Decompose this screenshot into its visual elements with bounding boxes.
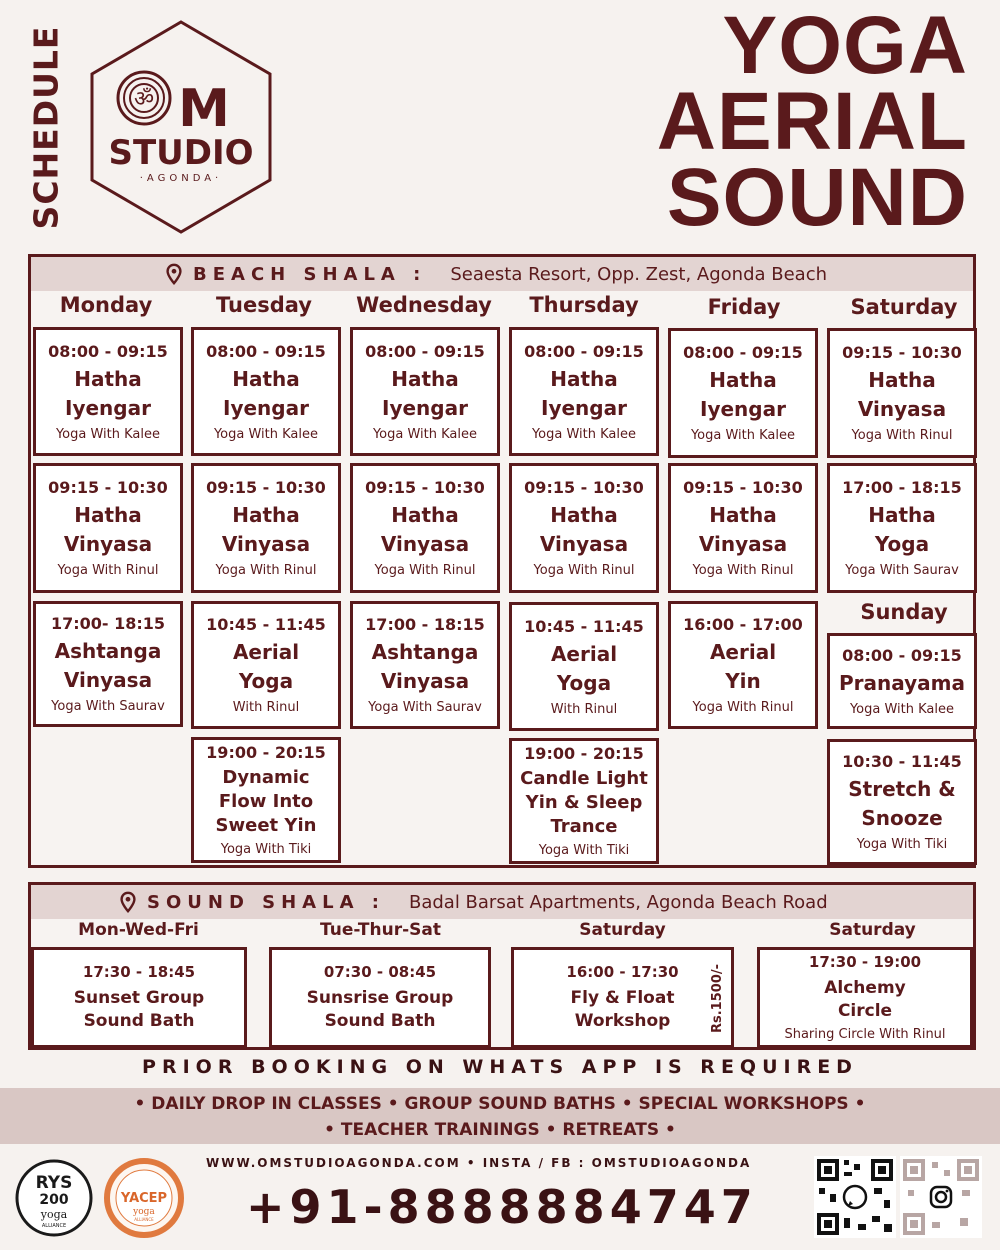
sound-card (31, 947, 247, 1048)
phone-number[interactable]: +91-8888884747 (246, 1180, 758, 1234)
class-time: 16:00 - 17:00 (683, 615, 803, 634)
class-time: 09:15 - 10:30 (842, 343, 962, 362)
class-name: Vinyasa (539, 532, 629, 556)
class-card (827, 633, 977, 729)
offerings-line: • DAILY DROP IN CLASSES • GROUP SOUND BATHS • SPECIAL WORKSHOPS • (134, 1094, 866, 1114)
sound-class: Sunsrise Group (306, 987, 454, 1008)
class-name: Hatha (550, 366, 618, 391)
class-name: Hatha (232, 366, 300, 391)
class-name: Vinyasa (63, 668, 153, 692)
sound-time: 17:30 - 19:00 (808, 953, 922, 971)
class-time: 09:15 - 10:30 (365, 478, 485, 497)
class-name: Hatha (709, 503, 777, 527)
sound-day: Saturday (579, 920, 666, 940)
rys-200-badge (14, 1158, 94, 1238)
class-card (191, 601, 341, 729)
class-name: Vinyasa (857, 397, 947, 421)
class-teacher: Yoga With Rinul (533, 563, 635, 578)
instagram-icon (931, 1187, 951, 1207)
class-teacher: Yoga With Kalee (372, 426, 478, 442)
title-line-aerial: AERIAL (656, 76, 968, 167)
class-name: Hatha (709, 368, 777, 392)
class-name: Hatha (550, 503, 618, 527)
class-card (509, 738, 659, 864)
class-teacher: Yoga With Rinul (692, 563, 794, 578)
class-time: 09:15 - 10:30 (683, 478, 803, 497)
class-teacher: Yoga With Kalee (55, 426, 161, 442)
logo-place: ·AGONDA· (139, 173, 223, 184)
class-time: 17:00 - 18:15 (365, 615, 485, 634)
om-symbol-icon (118, 72, 170, 124)
sound-time: 17:30 - 18:45 (82, 962, 196, 981)
class-card (191, 327, 341, 456)
logo-m: M (178, 79, 230, 139)
class-name: Vinyasa (698, 532, 788, 556)
class-teacher: Yoga With Rinul (692, 700, 794, 715)
class-time: 17:00 - 18:15 (842, 478, 962, 497)
class-name: Yoga (874, 532, 930, 556)
day-thursday: Thursday (529, 293, 639, 317)
footer (0, 1144, 1000, 1250)
class-teacher: Yoga With Rinul (851, 428, 953, 443)
class-teacher: Yoga With Saurav (845, 563, 959, 578)
class-card (668, 328, 818, 458)
class-name: Aerial (550, 641, 618, 666)
class-teacher: Yoga With Rinul (215, 563, 317, 578)
class-card (827, 463, 977, 593)
class-name: Aerial (232, 640, 300, 664)
beach-shala-section (28, 254, 976, 868)
class-name: Hatha (74, 366, 142, 391)
class-name: Snooze (861, 806, 943, 830)
instagram-qr-code[interactable] (900, 1156, 982, 1238)
schedule-text: SCHEDULE (26, 25, 66, 230)
beach-shala-label: BEACH SHALA : (193, 263, 427, 285)
class-name: Iyengar (223, 395, 309, 420)
class-time: 19:00 - 20:15 (524, 744, 644, 763)
class-name: Hatha (391, 366, 459, 391)
class-time: 08:00 - 09:15 (206, 341, 326, 361)
day-monday: Monday (59, 293, 153, 317)
class-card (668, 463, 818, 593)
class-teacher: Yoga With Rinul (374, 563, 476, 578)
class-time: 19:00 - 20:15 (206, 743, 326, 762)
badge-text: ALLIANCE (41, 1223, 67, 1229)
class-teacher: Yoga With Tiki (220, 842, 312, 857)
sound-class: Alchemy (824, 978, 906, 998)
whatsapp-qr-code[interactable] (814, 1156, 896, 1238)
day-friday: Friday (707, 295, 781, 319)
sound-shala-address: Badal Barsat Apartments, Agonda Beach Road (408, 891, 828, 913)
sound-shala-header (31, 885, 973, 919)
class-teacher: Yoga With Tiki (538, 843, 630, 858)
class-teacher: Yoga With Saurav (51, 699, 165, 714)
class-name: Candle Light (520, 768, 648, 789)
title-line-yoga: YOGA (722, 0, 968, 91)
class-name: Flow Into (218, 791, 314, 812)
offerings-band (0, 1088, 1000, 1144)
page-title (656, 0, 968, 243)
class-time: 08:00 - 09:15 (48, 341, 168, 361)
day-sunday: Sunday (860, 600, 948, 624)
class-card (509, 327, 659, 456)
class-card (668, 601, 818, 729)
class-card (827, 328, 977, 458)
sound-teacher: Sharing Circle With Rinul (784, 1027, 946, 1042)
class-teacher: Yoga With Kalee (531, 426, 637, 442)
badge-text: ALLIANCE (134, 1217, 154, 1222)
class-time: 10:45 - 11:45 (206, 615, 326, 634)
class-name: Vinyasa (380, 669, 470, 693)
class-card (191, 737, 341, 863)
class-teacher: Yoga With Kalee (690, 428, 796, 443)
class-teacher: Yoga With Saurav (368, 700, 482, 715)
class-time: 08:00 - 09:15 (524, 341, 644, 361)
class-name: Vinyasa (380, 532, 470, 556)
class-card (350, 601, 500, 729)
sound-card (511, 947, 734, 1048)
badge-text: YACEP (120, 1191, 168, 1206)
beach-shala-header (31, 257, 973, 291)
title-line-sound: SOUND (666, 152, 968, 243)
sound-shala-section (28, 882, 976, 1050)
website-social: WWW.OMSTUDIOAGONDA.COM • INSTA / FB : OMSTUDIOAGONDA (206, 1156, 752, 1170)
class-name: Iyengar (382, 395, 468, 420)
sound-class: Sound Bath (324, 1010, 436, 1031)
class-card (191, 463, 341, 593)
class-time: 09:15 - 10:30 (524, 478, 644, 497)
class-card (33, 601, 183, 727)
class-name: Trance (550, 816, 618, 837)
price-text: Rs.1500/- (709, 963, 725, 1033)
class-name: Yoga (556, 670, 612, 695)
sound-class: Sunset Group (73, 987, 205, 1008)
sound-class: Workshop (574, 1010, 671, 1031)
class-card (509, 602, 659, 731)
yacep-badge (104, 1158, 184, 1238)
class-card (350, 327, 500, 456)
class-name: Vinyasa (221, 532, 311, 556)
class-card (350, 463, 500, 593)
workshop-price (707, 958, 727, 1038)
sound-card (269, 947, 491, 1048)
class-name: Vinyasa (63, 532, 153, 556)
class-time: 09:15 - 10:30 (206, 478, 326, 497)
class-card (33, 327, 183, 456)
sound-shala-label: SOUND SHALA : (147, 891, 385, 913)
whatsapp-icon (844, 1186, 866, 1208)
class-time: 10:30 - 11:45 (842, 752, 962, 771)
class-name: Iyengar (541, 395, 627, 420)
sound-class: Sound Bath (83, 1010, 195, 1031)
class-card (509, 463, 659, 593)
sound-day: Saturday (829, 920, 916, 940)
badge-text: yoga (40, 1208, 68, 1221)
class-name: Yin & Sleep (525, 792, 643, 813)
class-name: Yin (725, 669, 761, 693)
class-time: 08:00 - 09:15 (842, 645, 962, 665)
class-time: 10:45 - 11:45 (524, 616, 644, 636)
schedule-vertical-label (18, 20, 74, 235)
class-name: Aerial (709, 640, 777, 664)
class-name: Sweet Yin (215, 815, 317, 836)
class-name: Hatha (232, 503, 300, 527)
class-name: Hatha (868, 368, 936, 392)
class-teacher: With Rinul (550, 701, 618, 717)
svg-text:ॐ: ॐ (133, 87, 155, 112)
class-card (33, 463, 183, 593)
class-teacher: With Rinul (232, 700, 300, 715)
badge-text: yoga (133, 1207, 155, 1217)
badge-text: 200 (39, 1192, 69, 1208)
beach-shala-address: Seaesta Resort, Opp. Zest, Agonda Beach (450, 263, 828, 285)
sound-class: Circle (837, 1001, 893, 1021)
class-name: Pranayama (838, 670, 965, 695)
day-saturday: Saturday (850, 295, 958, 319)
booking-note: PRIOR BOOKING ON WHATS APP IS REQUIRED (142, 1056, 858, 1078)
sound-day: Tue-Thur-Sat (319, 920, 441, 940)
class-name: Dynamic (222, 767, 310, 788)
om-studio-logo (86, 18, 276, 236)
class-name: Hatha (868, 503, 936, 527)
class-time: 17:00- 18:15 (50, 614, 166, 633)
sound-card (757, 947, 973, 1048)
sound-time: 16:00 - 17:30 (566, 962, 679, 981)
offerings-line: • TEACHER TRAININGS • RETREATS • (324, 1120, 676, 1140)
class-time: 08:00 - 09:15 (365, 341, 485, 361)
class-name: Ashtanga (54, 639, 162, 663)
class-name: Yoga (238, 669, 294, 693)
class-time: 09:15 - 10:30 (48, 478, 168, 497)
class-name: Stretch & (848, 777, 956, 801)
location-pin-icon (117, 891, 139, 913)
sound-class: Fly & Float (570, 987, 675, 1008)
location-pin-icon (163, 263, 185, 285)
class-name: Hatha (391, 503, 459, 527)
sound-time: 07:30 - 08:45 (323, 962, 437, 981)
class-name: Ashtanga (371, 640, 479, 664)
class-teacher: Yoga With Tiki (856, 837, 948, 852)
logo-studio: STUDIO (108, 133, 254, 173)
sound-day: Mon-Wed-Fri (78, 920, 199, 940)
day-wednesday: Wednesday (356, 293, 492, 317)
class-card (827, 739, 977, 865)
class-teacher: Yoga With Rinul (57, 563, 159, 578)
class-name: Hatha (74, 503, 142, 527)
badge-text: RYS (35, 1173, 73, 1193)
day-tuesday: Tuesday (216, 293, 312, 317)
class-name: Iyengar (65, 395, 151, 420)
class-teacher: Yoga With Kalee (213, 426, 319, 442)
class-name: Iyengar (700, 397, 786, 421)
class-teacher: Yoga With Kalee (849, 701, 955, 717)
class-time: 08:00 - 09:15 (683, 343, 803, 362)
